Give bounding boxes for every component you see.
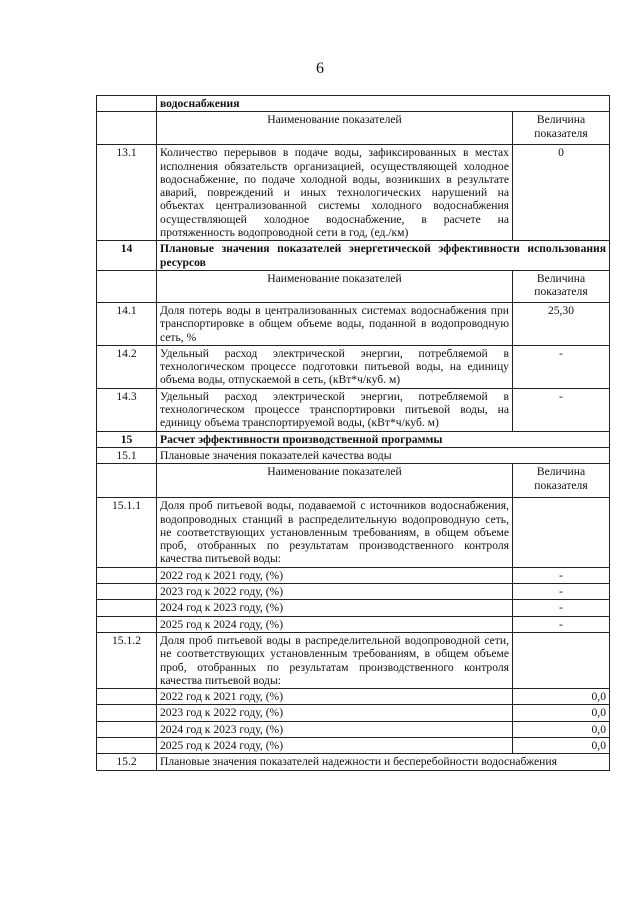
indicator-text: Доля проб питьевой воды, подаваемой с источников водоснабжения, водопроводных станций в распределительную водопроводную сеть, не соответствующих установленным требованиям, в общем объеме проб, отобранных по результатам производственного контроля качества питьевой воды: xyxy=(157,498,513,567)
section-row xyxy=(97,431,610,447)
table-row xyxy=(97,447,610,463)
table-header-row xyxy=(97,464,610,498)
section-row xyxy=(97,241,610,271)
year-value: 0,0 xyxy=(512,705,609,721)
indicator-text: Доля проб питьевой воды в распределительной водопроводной сети, не соответствующих установленным требованиям, в общем объеме проб, отобранных по результатам производственного контроля качества питьевой воды: xyxy=(157,632,513,688)
page-number: 6 xyxy=(316,60,324,77)
subsection-title: Плановые значения показателей качества воды xyxy=(157,447,610,463)
indicator-text: Удельный расход электрической энергии, потребляемой в технологическом процессе подготовки питьевой воды, на единицу объема воды, отпускаемой в сеть, (кВт*ч/куб. м) xyxy=(157,345,513,388)
year-label: 2022 год к 2021 году, (%) xyxy=(157,689,513,705)
header-value: Величина показателя xyxy=(512,270,609,302)
row-number: 15.1.1 xyxy=(97,498,157,567)
year-value: - xyxy=(512,584,609,600)
row-number: 13.1 xyxy=(97,145,157,241)
section-number: 15 xyxy=(97,431,157,447)
header-name: Наименование показателей xyxy=(157,464,513,498)
year-row xyxy=(97,567,610,583)
indicator-value: 25,30 xyxy=(512,302,609,345)
indicator-value: 0 xyxy=(512,145,609,241)
year-row xyxy=(97,600,610,616)
row-number: 14.2 xyxy=(97,345,157,388)
table-row xyxy=(97,754,610,770)
indicator-text: Количество перерывов в подаче воды, зафиксированных в местах исполнения обязательств организацией, осуществляющей холодное водоснабжение, по подаче холодной воды, возникших в результате аварий, повреждений и иных технологических нарушений на объектах централизованной системы холодного водоснабжения осуществляющей холодное водоснабжение, в расчете на протяженность водопроводной сети в год, (ед./км) xyxy=(157,145,513,241)
year-label: 2025 год к 2024 году, (%) xyxy=(157,737,513,753)
table-row xyxy=(97,302,610,345)
header-value: Величина показателя xyxy=(512,112,609,145)
table-header-row xyxy=(97,270,610,302)
year-row xyxy=(97,705,610,721)
section-title: Плановые значения показателей энергетической эффективности использования ресурсов xyxy=(157,241,610,271)
header-name: Наименование показателей xyxy=(157,270,513,302)
year-value: - xyxy=(512,600,609,616)
indicator-text: Удельный расход электрической энергии, потребляемой в технологическом процессе транспортировки питьевой воды, на единицу объема транспортируемой воды, (кВт*ч/куб. м) xyxy=(157,388,513,431)
year-row xyxy=(97,721,610,737)
year-value: 0,0 xyxy=(512,737,609,753)
indicators-table xyxy=(96,95,610,771)
table-header-row xyxy=(97,112,610,145)
table-row xyxy=(97,388,610,431)
section-number: 14 xyxy=(97,241,157,271)
table-row xyxy=(97,96,610,112)
row-number: 14.1 xyxy=(97,302,157,345)
year-label: 2023 год к 2022 году, (%) xyxy=(157,705,513,721)
section-title: Расчет эффективности производственной программы xyxy=(157,431,610,447)
year-value: - xyxy=(512,616,609,632)
year-label: 2024 год к 2023 году, (%) xyxy=(157,600,513,616)
year-row xyxy=(97,616,610,632)
row-number: 15.1 xyxy=(97,447,157,463)
year-label: 2022 год к 2021 году, (%) xyxy=(157,567,513,583)
indicator-value: - xyxy=(512,388,609,431)
year-label: 2024 год к 2023 году, (%) xyxy=(157,721,513,737)
section-continuation: водоснабжения xyxy=(157,96,610,112)
header-value: Величина показателя xyxy=(512,464,609,498)
table-row xyxy=(97,498,610,567)
year-row xyxy=(97,584,610,600)
row-number: 15.1.2 xyxy=(97,632,157,688)
table-row xyxy=(97,145,610,241)
indicator-text: Доля потерь воды в централизованных системах водоснабжения при транспортировке в общем объеме воды, поданной в водопроводную сеть, % xyxy=(157,302,513,345)
table-row xyxy=(97,345,610,388)
year-value: 0,0 xyxy=(512,721,609,737)
year-row xyxy=(97,737,610,753)
num-cell xyxy=(97,96,157,112)
row-number: 14.3 xyxy=(97,388,157,431)
header-name: Наименование показателей xyxy=(157,112,513,145)
row-number: 15.2 xyxy=(97,754,157,770)
year-label: 2023 год к 2022 году, (%) xyxy=(157,584,513,600)
year-row xyxy=(97,689,610,705)
subsection-title: Плановые значения показателей надежности и бесперебойности водоснабжения xyxy=(157,754,610,770)
year-value: 0,0 xyxy=(512,689,609,705)
year-label: 2025 год к 2024 году, (%) xyxy=(157,616,513,632)
indicator-value: - xyxy=(512,345,609,388)
table-row xyxy=(97,632,610,688)
year-value: - xyxy=(512,567,609,583)
